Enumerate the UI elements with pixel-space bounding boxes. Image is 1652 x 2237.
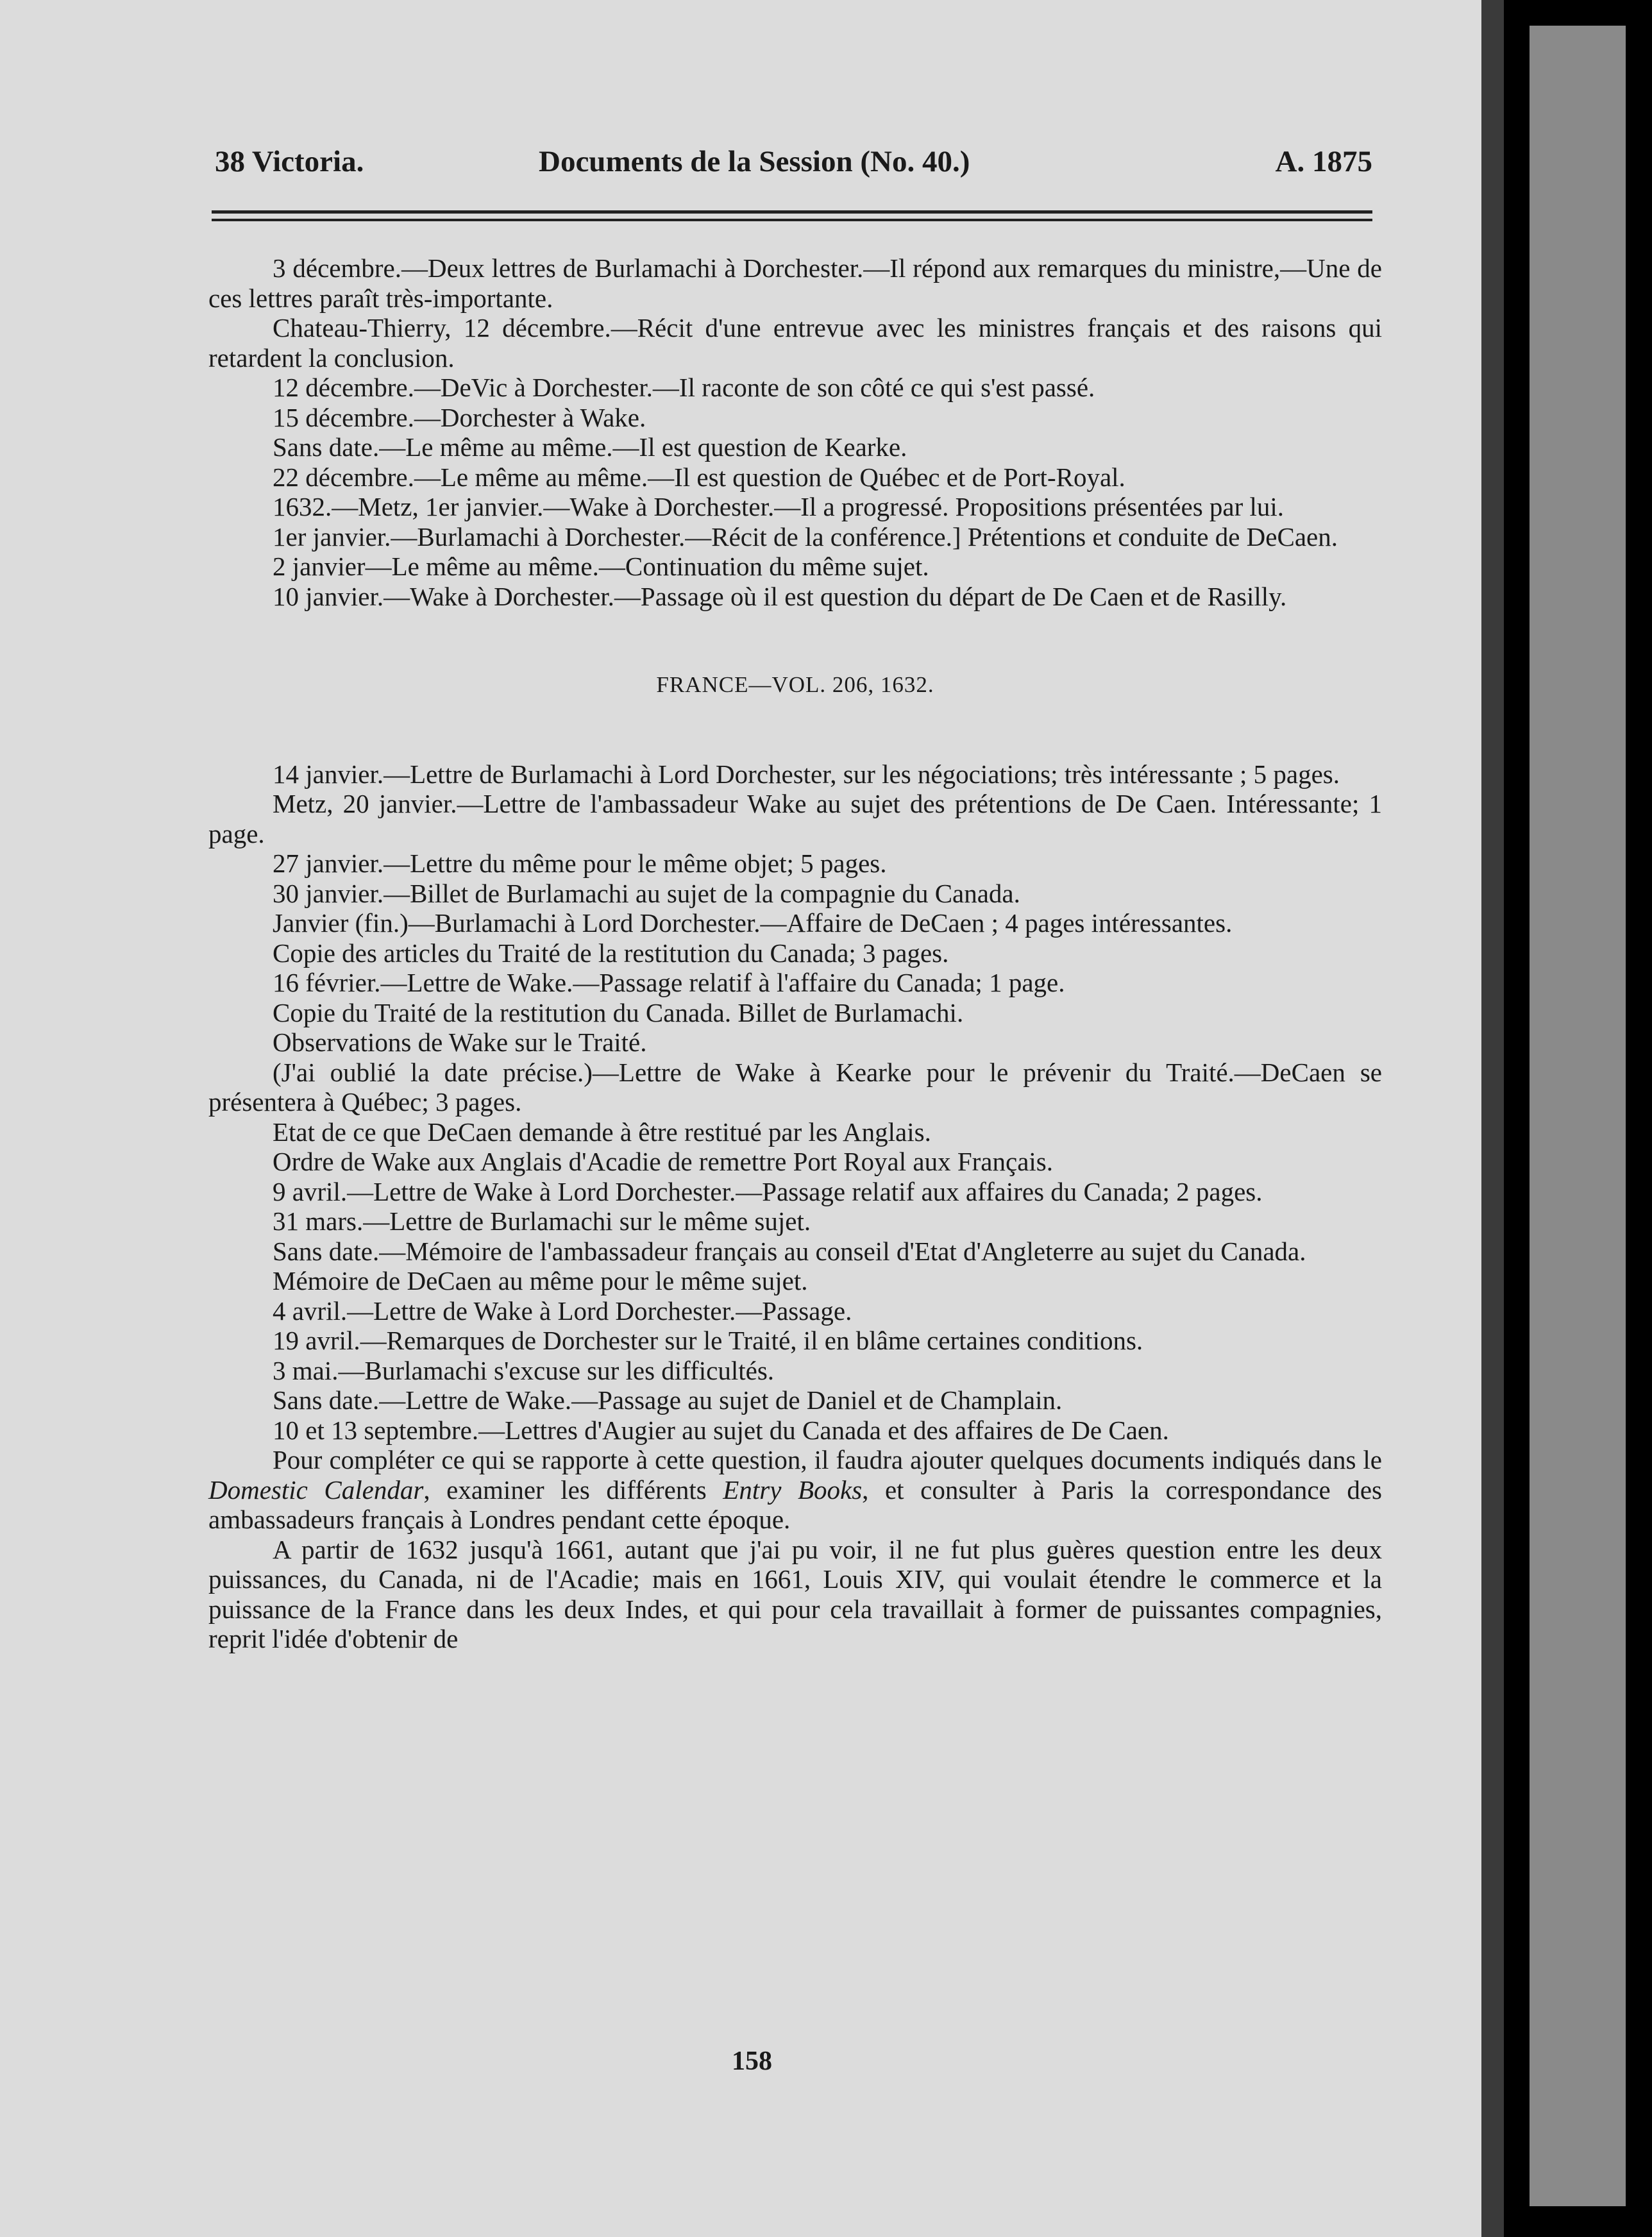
paragraph: 1er janvier.—Burlamachi à Dorchester.—Récit de la conférence.] Prétentions et conduite de DeCaen. [273, 521, 1338, 552]
paragraph: 12 décembre.—DeVic à Dorchester.—Il raconte de son côté ce qui s'est passé. [273, 373, 1095, 402]
text-run: , examiner les différents [423, 1474, 723, 1505]
closing-paragraph-1 [208, 1445, 1382, 1535]
paragraph: Sans date.—Le même au même.—Il est question de Kearke. [273, 432, 907, 462]
paragraph: 14 janvier.—Lettre de Burlamachi à Lord Dorchester, sur les négociations; très intéressante ; 5 pages. [273, 759, 1340, 789]
spacer [208, 700, 1382, 759]
text-run: , et consulter à Paris la correspondance des ambassadeurs français à Londres pendant cette époque. [208, 1474, 1382, 1534]
page-number: 158 [732, 2047, 772, 2076]
paragraph: 4 avril.—Lettre de Wake à Lord Dorchester.—Passage. [273, 1296, 852, 1326]
paragraph: Sans date.—Lettre de Wake.—Passage au sujet de Daniel et de Champlain. [273, 1385, 1063, 1415]
header-left: 38 Victoria. [215, 145, 364, 178]
header-right: A. 1875 [1275, 145, 1372, 178]
paragraph: Mémoire de DeCaen au même pour le même sujet. [273, 1266, 808, 1296]
text-run: Pour compléter ce qui se rapporte à cette question, il faudra ajouter quelques documents indiqués dans le [273, 1445, 1382, 1474]
paragraph: Chateau-Thierry, 12 décembre.—Récit d'une entrevue avec les ministres français et des raisons qui retardent la conclusion. [208, 313, 1382, 373]
italic-title: Domestic Calendar [208, 1474, 424, 1505]
paragraph: Observations de Wake sur le Traité. [273, 1027, 647, 1057]
header-center: Documents de la Session (No. 40.) [539, 145, 970, 178]
body-text [208, 253, 1382, 1654]
paragraph: 15 décembre.—Dorchester à Wake. [273, 402, 646, 432]
spacer [208, 611, 1382, 670]
section-title: FRANCE—VOL. 206, 1632. [656, 672, 934, 697]
paragraph: 27 janvier.—Lettre du même pour le même objet; 5 pages. [273, 848, 887, 878]
paragraph: 16 février.—Lettre de Wake.—Passage relatif à l'affaire du Canada; 1 page. [273, 968, 1065, 997]
paragraph: (J'ai oublié la date précise.)—Lettre de Wake à Kearke pour le prévenir du Traité.—DeCaen se présentera à Québec; 3 pages. [208, 1057, 1382, 1117]
header-rule-thin [212, 219, 1372, 221]
paragraph: Janvier (fin.)—Burlamachi à Lord Dorchester.—Affaire de DeCaen ; 4 pages intéressantes. [273, 908, 1233, 938]
paragraph: Copie du Traité de la restitution du Canada. Billet de Burlamachi. [273, 997, 964, 1027]
paragraph: Etat de ce que DeCaen demande à être restitué par les Anglais. [273, 1117, 931, 1147]
page-edge-shadow [1481, 0, 1504, 2237]
paragraph: 3 mai.—Burlamachi s'excuse sur les difficultés. [273, 1355, 775, 1385]
closing-paragraph-2: A partir de 1632 jusqu'à 1661, autant que j'ai pu voir, il ne fut plus guères question entre les deux puissances, du Canada, ni de l'Acadie; mais en 1661, Louis XIV, qui voulait étendre le commerce et la puissance de la France dans les deux Indes, et qui pour cela travaillait à former de puissantes compagnies, reprit l'idée d'obtenir de [208, 1534, 1382, 1653]
paragraph: 31 mars.—Lettre de Burlamachi sur le même sujet. [273, 1206, 811, 1236]
next-page-strip [1530, 26, 1626, 2206]
paragraph: 3 décembre.—Deux lettres de Burlamachi à Dorchester.—Il répond aux remarques du ministre,—Une de ces lettres paraît très-importante. [208, 253, 1382, 313]
italic-title: Entry Books [723, 1474, 863, 1505]
paragraph: Ordre de Wake aux Anglais d'Acadie de remettre Port Royal aux Français. [273, 1147, 1053, 1176]
paragraph: 9 avril.—Lettre de Wake à Lord Dorchester.—Passage relatif aux affaires du Canada; 2 pages. [273, 1176, 1263, 1206]
paragraph: 2 janvier—Le même au même.—Continuation du même sujet. [273, 552, 929, 581]
paragraph: Metz, 20 janvier.—Lettre de l'ambassadeur Wake au sujet des prétentions de De Caen. Intéressante; 1 page. [208, 789, 1382, 848]
header-rule-thick [212, 210, 1372, 214]
paragraph: 22 décembre.—Le même au même.—Il est question de Québec et de Port-Royal. [273, 462, 1125, 492]
paragraph: 1632.—Metz, 1er janvier.—Wake à Dorchester.—Il a progressé. Propositions présentées par lui. [273, 492, 1285, 521]
paragraph: 10 janvier.—Wake à Dorchester.—Passage où il est question du départ de De Caen et de Rasilly. [273, 581, 1287, 611]
running-header [215, 144, 1372, 189]
paragraph: 30 janvier.—Billet de Burlamachi au sujet de la compagnie du Canada. [273, 878, 1020, 908]
paragraph: 10 et 13 septembre.—Lettres d'Augier au sujet du Canada et des affaires de De Caen. [273, 1415, 1169, 1445]
paragraph: Sans date.—Mémoire de l'ambassadeur français au conseil d'Etat d'Angleterre au sujet du Canada. [273, 1236, 1306, 1266]
paragraph: Copie des articles du Traité de la restitution du Canada; 3 pages. [273, 938, 949, 968]
paragraph: 19 avril.—Remarques de Dorchester sur le Traité, il en blâme certaines conditions. [273, 1326, 1143, 1355]
